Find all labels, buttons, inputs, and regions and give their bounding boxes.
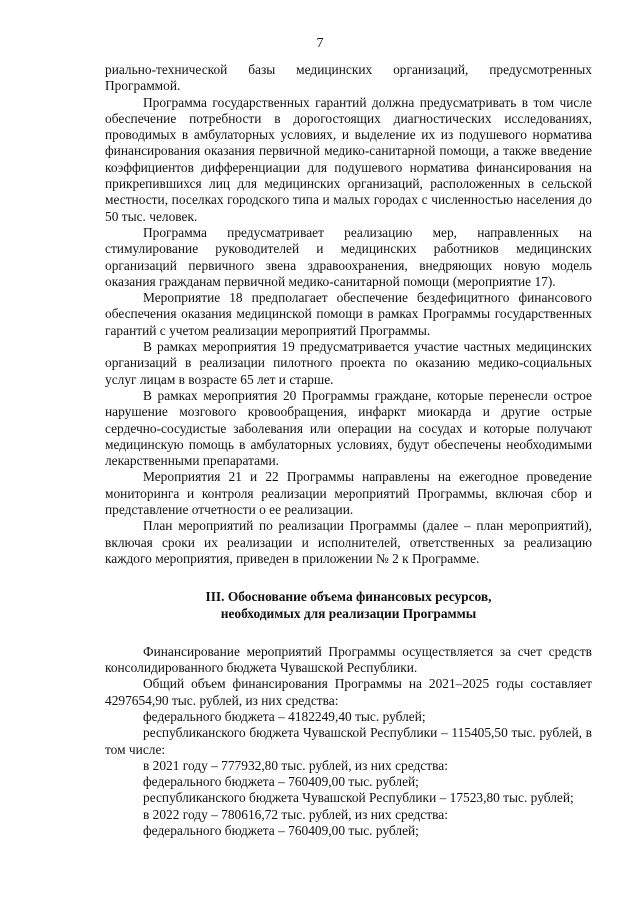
page-number: 7 — [316, 36, 324, 51]
paragraph-continuation: риально-технической базы медицинских организаций, предусмотренных Программой. — [105, 62, 592, 94]
financing-total-federal: федерального бюджета – 4182249,40 тыс. рублей; — [143, 708, 426, 724]
section-heading-line2: необходимых для реализации Программы — [220, 605, 477, 621]
financing-total: Общий объем финансирования Программы на 2021–2025 годы составляет 4297654,90 тыс. рублей, из них средства: — [105, 676, 592, 708]
financing-total-republican: республиканского бюджета Чувашской Республики – 115405,50 тыс. рублей, в том числе: — [105, 725, 592, 757]
financing-2022: в 2022 году – 780616,72 тыс. рублей, из них средства: — [143, 806, 448, 822]
financing-intro: Финансирование мероприятий Программы осуществляется за счет средств консолидированного бюджета Чувашской Республики. — [105, 643, 592, 676]
financing-2022-federal: федерального бюджета – 760409,00 тыс. рублей; — [143, 823, 419, 839]
section-heading-line1: III. Обоснование объема финансовых ресурсов, — [205, 589, 492, 605]
financing-2021-republican: республиканского бюджета Чувашской Республики – 17523,80 тыс. рублей; — [143, 790, 574, 806]
paragraph: Мероприятия 21 и 22 Программы направлены на ежегодное проведение мониторинга и контроля реализации мероприятий Программы, включая сбор и представление отчетности о ее реализации. — [105, 469, 592, 518]
financing-2021: в 2021 году – 777932,80 тыс. рублей, из них средства: — [143, 757, 448, 773]
paragraph: Программа предусматривает реализацию мер, направленных на стимулирование руководителей и медицинских работников медицинских организаций первичного звена здравоохранения, внедряющих новую модель оказания гражданам первичной медико-санитарной помощи (мероприятие 17). — [105, 224, 592, 289]
section-heading — [105, 589, 592, 622]
paragraph: План мероприятий по реализации Программы (далее – план мероприятий), включая сроки их реализации и исполнителей, ответственных за реализацию каждого мероприятия, приведен в приложении № 2 к Программе. — [105, 518, 592, 566]
document-body — [105, 62, 592, 839]
paragraph: В рамках мероприятия 19 предусматривается участие частных медицинских организаций в реализации пилотного проекта по оказанию медико-социальных услуг лицам в возрасте 65 лет и старше. — [105, 339, 592, 387]
paragraph: Программа государственных гарантий должна предусматривать в том числе обеспечение потребности в дорогостоящих диагностических исследованиях, проводимых в амбулаторных условиях, и выделение их из подушевого норматива финансирования оказания первичной медико-санитарной помощи, а также введение коэффициентов дифференциации для подушевого норматива финансирования на прикрепившихся лиц для медицинских организаций, расположенных в сельской местности, поселках городского типа и малых городах с численностью населения до 50 тыс. человек. — [105, 94, 592, 224]
paragraph: В рамках мероприятия 20 Программы граждане, которые перенесли острое нарушение мозгового кровообращения, инфаркт миокарда и другие острые сердечно-сосудистые заболевания или операции на сосудах и которые получают медицинскую помощь в амбулаторных условиях, будут обеспечены необходимыми лекарственными препаратами. — [105, 387, 592, 469]
paragraph: Мероприятие 18 предполагает обеспечение бездефицитного финансового обеспечения оказания медицинской помощи в рамках Программы государственных гарантий с учетом реализации мероприятий Программы. — [105, 290, 592, 338]
financing-2021-federal: федерального бюджета – 760409,00 тыс. рублей; — [143, 774, 419, 790]
